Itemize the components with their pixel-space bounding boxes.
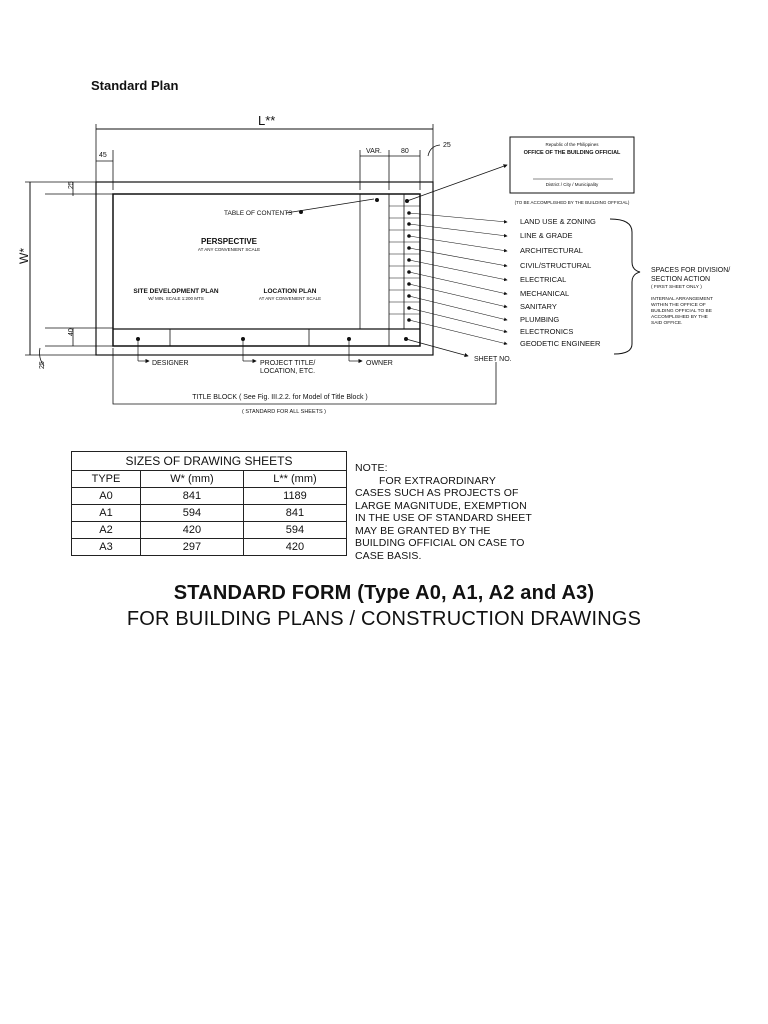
svg-text:AT ANY CONVENIENT SCALE: AT ANY CONVENIENT SCALE <box>258 296 322 301</box>
table-cell: 420 <box>243 539 346 556</box>
table-cell: 841 <box>140 488 243 505</box>
note-title: NOTE: <box>355 462 388 474</box>
table-row <box>72 522 347 539</box>
office-title: OFFICE OF THE BUILDING OFFICIAL <box>523 150 621 156</box>
site-plan-label: SITE DEVELOPMENT PLAN <box>133 288 219 295</box>
division-item: ARCHITECTURAL <box>520 246 583 255</box>
page-heading: Standard Plan <box>91 78 179 93</box>
division-item: ELECTRONICS <box>520 327 574 336</box>
sheet-no-label: SHEET NO. <box>474 356 512 363</box>
table-row <box>72 488 347 505</box>
table-caption: SIZES OF DRAWING SHEETS <box>72 452 347 471</box>
designer-label: DESIGNER <box>152 360 189 367</box>
form-title: STANDARD FORM (Type A0, A1, A2 and A3) <box>173 582 595 604</box>
width-label: W* <box>17 248 31 264</box>
edge-label: 25 <box>443 142 451 149</box>
table-row <box>72 505 347 522</box>
title-block-label: TITLE BLOCK ( See Fig. III.2.2. for Model of Title Block ) <box>192 394 368 401</box>
standard-plan-drawing <box>0 0 768 440</box>
table-cell: 594 <box>140 505 243 522</box>
table-cell: A1 <box>72 505 141 522</box>
var-label: VAR. <box>366 148 382 155</box>
table-header: L** (mm) <box>243 471 346 488</box>
svg-text:SAID OFFICE.: SAID OFFICE. <box>651 321 683 326</box>
division-item: ELECTRICAL <box>520 275 567 284</box>
svg-text:AT ANY CONVENIENT SCALE: AT ANY CONVENIENT SCALE <box>197 247 261 252</box>
location-plan-label: LOCATION PLAN <box>263 288 317 295</box>
table-row <box>72 539 347 556</box>
top-margin-label: 25 <box>68 181 75 189</box>
division-spaces-label: SPACES FOR DIVISION/ <box>651 267 731 274</box>
note-line: LARGE MAGNITUDE, EXEMPTION <box>355 499 527 512</box>
division-item: MECHANICAL <box>520 289 570 298</box>
svg-text:District / City / Municipality: District / City / Municipality <box>545 182 599 187</box>
title-block-height-label: 40 <box>68 328 75 336</box>
form-subtitle: FOR BUILDING PLANS / CONSTRUCTION DRAWINGS <box>126 608 642 630</box>
sheet-sizes-table <box>71 451 347 556</box>
table-cell: 1189 <box>243 488 346 505</box>
division-item: LINE & GRADE <box>520 231 573 240</box>
svg-text:ACCOMPLISHED BY THE: ACCOMPLISHED BY THE <box>651 315 708 320</box>
division-item: PLUMBING <box>520 315 560 324</box>
division-brace <box>610 219 640 354</box>
svg-text:WITHIN THE OFFICE OF: WITHIN THE OFFICE OF <box>651 303 706 308</box>
note-line: BUILDING OFFICIAL ON CASE TO <box>355 537 525 549</box>
note-block <box>355 462 555 562</box>
table-header: TYPE <box>72 471 141 488</box>
svg-text:( STANDARD FOR ALL SHEETS ): ( STANDARD FOR ALL SHEETS ) <box>241 409 327 415</box>
table-cell: A0 <box>72 488 141 505</box>
svg-text:LOCATION, ETC.: LOCATION, ETC. <box>260 368 316 375</box>
project-title-label: PROJECT TITLE/ <box>260 360 316 367</box>
table-cell: 297 <box>140 539 243 556</box>
table-cell: A2 <box>72 522 141 539</box>
note-line: CASE BASIS. <box>355 549 422 562</box>
division-leaders <box>407 211 507 344</box>
svg-text:(TO BE ACCOMPLISHED BY THE BUI: (TO BE ACCOMPLISHED BY THE BUILDING OFFICIAL) <box>514 200 630 205</box>
table-cell: 841 <box>243 505 346 522</box>
svg-text:INTERNAL ARRANGEMENT: INTERNAL ARRANGEMENT <box>651 297 713 302</box>
perspective-label: PERSPECTIVE <box>200 237 258 246</box>
left-margin-label: 45 <box>99 152 107 159</box>
svg-text:W/ MIN. SCALE 1:200 MTS: W/ MIN. SCALE 1:200 MTS <box>148 296 204 301</box>
svg-text:Republic of the Philippines: Republic of the Philippines <box>545 142 599 147</box>
table-of-contents-label: TABLE OF CONTENTS <box>224 210 293 217</box>
table-cell: A3 <box>72 539 141 556</box>
svg-text:( FIRST SHEET ONLY ): ( FIRST SHEET ONLY ) <box>651 285 702 290</box>
bottom-margin-label: 25 <box>39 361 46 369</box>
table-cell: 594 <box>243 522 346 539</box>
owner-label: OWNER <box>366 360 393 367</box>
svg-text:BUILDING OFFICIAL TO BE: BUILDING OFFICIAL TO BE <box>651 309 712 314</box>
svg-text:SECTION ACTION: SECTION ACTION <box>651 276 711 283</box>
length-label: L** <box>258 113 276 128</box>
table-header-row <box>72 471 347 488</box>
division-item: SANITARY <box>520 302 557 311</box>
division-item: CIVIL/STRUCTURAL <box>520 261 592 270</box>
note-line: MAY BE GRANTED BY THE <box>355 524 491 537</box>
table-header: W* (mm) <box>140 471 243 488</box>
strip-label: 80 <box>401 148 409 155</box>
note-line: FOR EXTRAORDINARY <box>379 474 497 487</box>
division-item: LAND USE & ZONING <box>520 217 596 226</box>
division-item: GEODETIC ENGINEER <box>520 339 601 348</box>
table-cell: 420 <box>140 522 243 539</box>
note-line: CASES SUCH AS PROJECTS OF <box>355 487 519 499</box>
note-line: IN THE USE OF STANDARD SHEET <box>355 512 532 524</box>
